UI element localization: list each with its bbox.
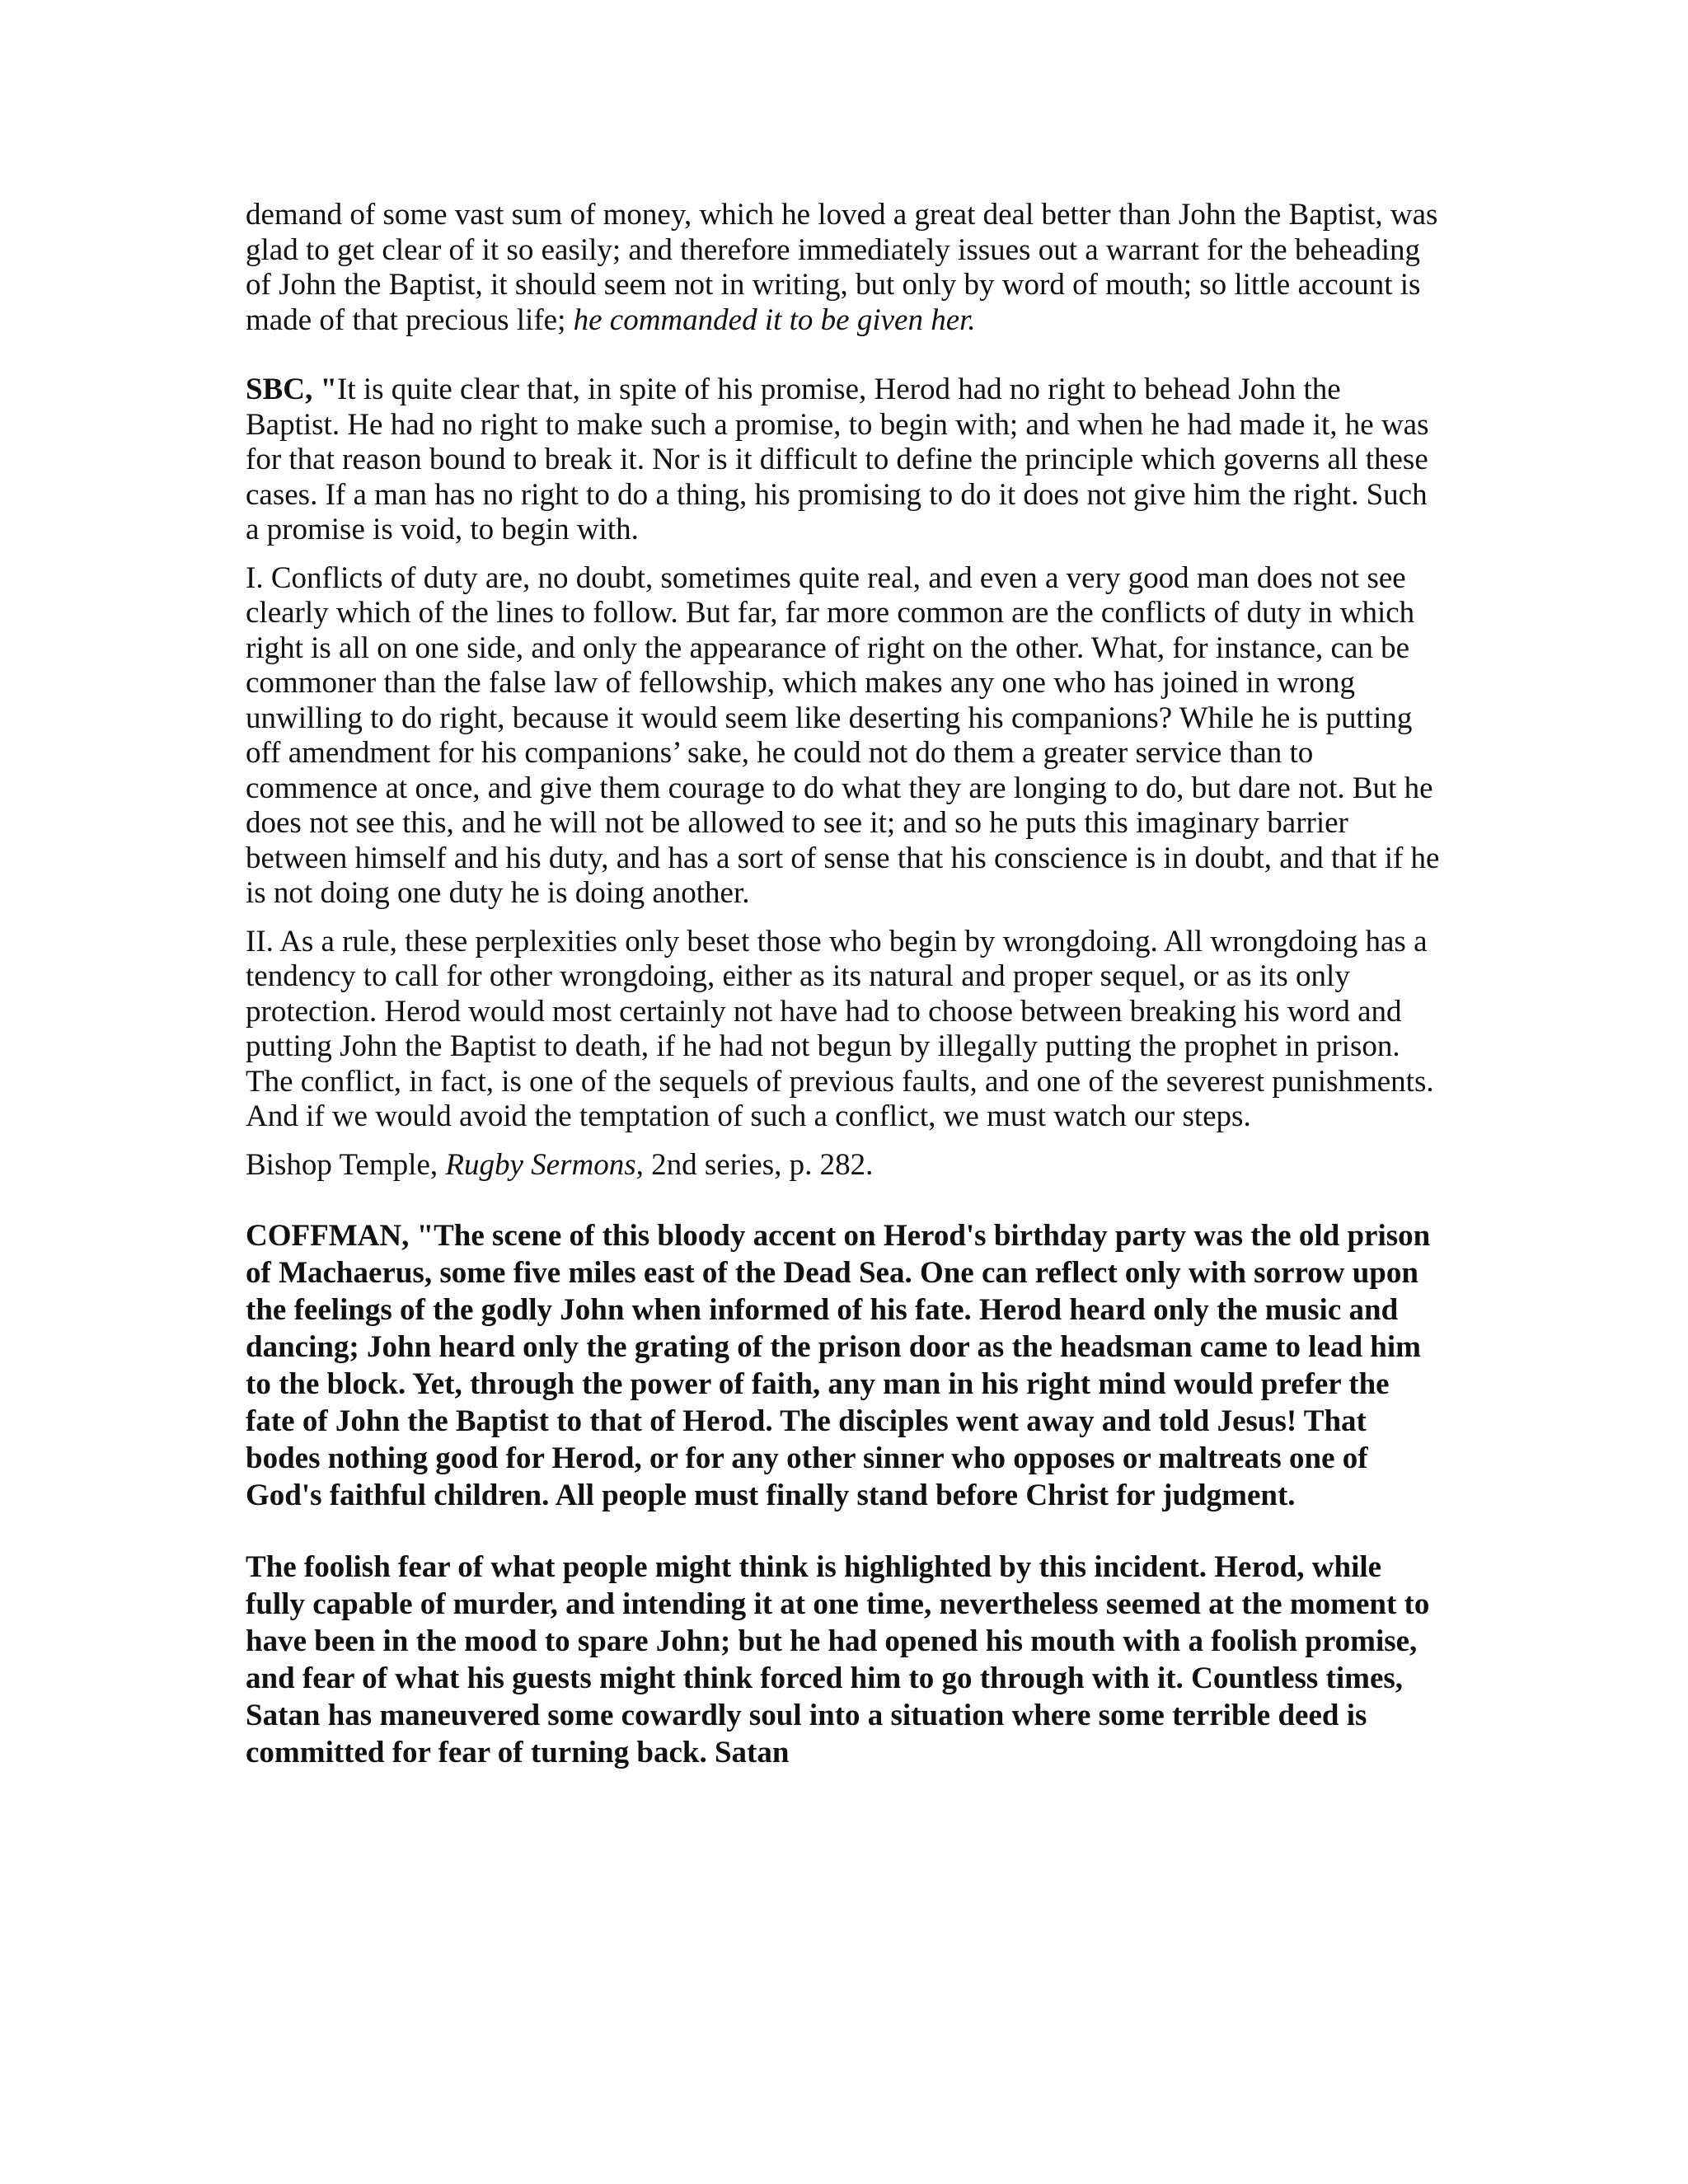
paragraph-point-two: II. As a rule, these perplexities only beset those who begin by wrongdoing. All wrongdoing has a tendency to call for other wrongdoing, either as its natural and proper sequel, or as its only protection. Herod would most certainly not have had to choose between breaking his word and putting John the Baptist to death, if he had not begun by illegally putting the prophet in prison. The conflict, in fact, is one of the sequels of previous faults, and one of the severest punishments. And if we would avoid the temptation of such a conflict, we must watch our steps. — [246, 924, 1434, 1133]
paragraph-text: It is quite clear that, in spite of his promise, Herod had no right to behead John the Baptist. He had no right to make such a promise, to begin with; and when he had made it, he was for that reason bound to break it. Nor is it difficult to define the principle which governs all these cases. If a man has no right to do a thing, his promising to do it does not give him the right. Such a promise is void, to begin with. — [246, 373, 1429, 546]
citation-rest: 2nd series, p. 282. — [643, 1147, 874, 1182]
paragraph-point-one: I. Conflicts of duty are, no doubt, sometimes quite real, and even a very good man does not see clearly which of the lines to follow. But far, far more common are the conflicts of duty in which right is all on one side, and only the appearance of right on the other. What, for instance, can be commoner than the false law of fellowship, which makes any one who has joined in wrong unwilling to do right, because it would seem like deserting his companions? While he is putting off amendment for his companions’ sake, he could not do them a greater service than to commence at once, and give them courage to do what they are longing to do, but dare not. But he does not see this, and he will not be allowed to see it; and so he puts this imaginary barrier between himself and his duty, and has a sort of sense that his conscience is in doubt, and that if he is not doing one duty he is doing another. — [246, 560, 1440, 910]
paragraph-sbc-intro — [246, 373, 1441, 548]
italic-quote: he commanded it to be given her. — [573, 302, 976, 337]
document-page — [246, 198, 1441, 1771]
citation — [246, 1148, 1441, 1183]
citation-title: Rugby Sermons, — [445, 1147, 644, 1182]
paragraph-coffman-one: COFFMAN, "The scene of this bloody accent on Herod's birthday party was the old prison of Machaerus, some five miles east of the Dead Sea. One can reflect only with sorrow upon the feelings of the godly John when informed of his fate. Herod heard only the music and dancing; John heard only the grating of the prison door as the headsman came to lead him to the block. Yet, through the power of faith, any man in his right mind would prefer the fate of John the Baptist to that of Herod. The disciples went away and told Jesus! That bodes nothing good for Herod, or for any other sinner who opposes or maltreats one of God's faithful children. All people must finally stand before Christ for judgment. — [246, 1219, 1431, 1512]
paragraph-henry-commentary — [246, 198, 1441, 338]
sbc-source-label: SBC, " — [246, 373, 338, 406]
paragraph-coffman-two: The foolish fear of what people might think is highlighted by this incident. Herod, while fully capable of murder, and intending it at one time, nevertheless seemed at the moment to have been in the mood to spare John; but he had opened his mouth with a foolish promise, and fear of what his guests might think forced him to go through with it. Countless times, Satan has maneuvered some cowardly soul into a situation where some terrible deed is committed for fear of turning back. Satan — [246, 1550, 1430, 1769]
citation-author: Bishop Temple, — [246, 1147, 446, 1182]
coffman-section — [246, 1217, 1441, 1771]
paragraph-text: demand of some vast sum of money, which he loved a great deal better than John the Baptist, was glad to get clear of it so easily; and therefore immediately issues out a warrant for the beheading of John the Baptist, it should seem not in writing, but only by word of mouth; so little account is made of that precious life; — [246, 198, 1438, 337]
